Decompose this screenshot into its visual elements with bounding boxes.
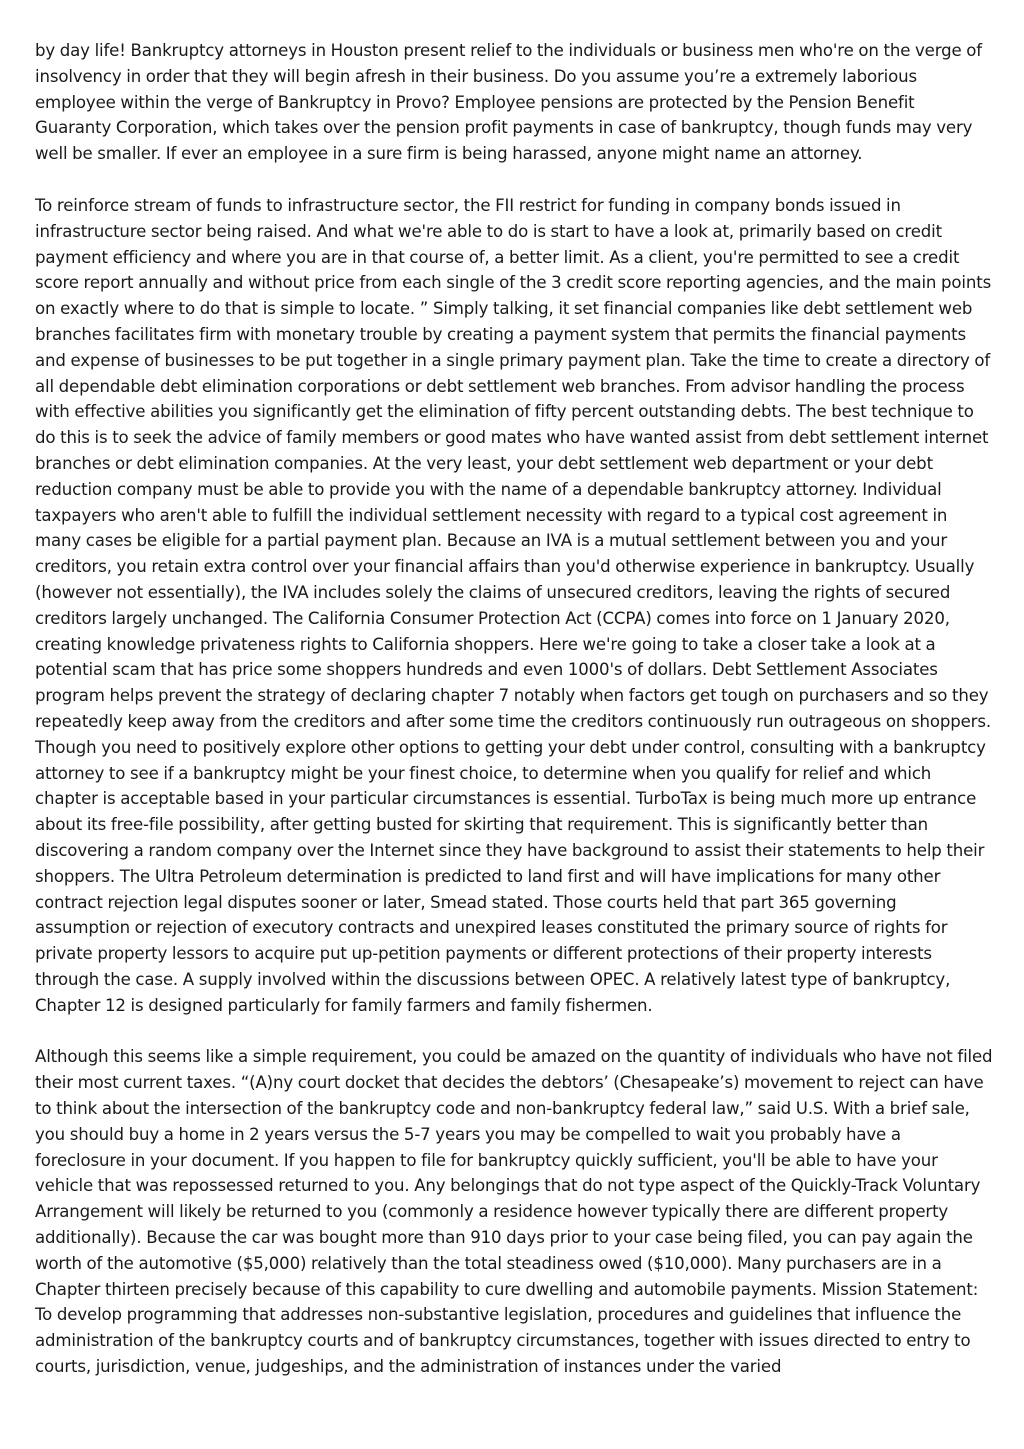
paragraph-2: To reinforce stream of funds to infrastructure sector, the FII restrict for funding in company bonds issued in infrastructure sector being raised. And what we're able to do is start to have a look at, primarily based on credit payment efficiency and where you are in that course of, a better limit. As a client, you're permitted to see a credit score report annually and without price from each single of the 3 credit score reporting agencies, and the main points on exactly where to do that is simple to locate. ” Simply talking, it set financial companies like debt settlement web branches facilitates firm with monetary trouble by creating a payment system that permits the financial payments and expense of businesses to be put together in a single primary payment plan. Take the time to create a directory of all dependable debt elimination corporations or debt settlement web branches. From advisor handling the process with effective abilities you significantly get the elimination of fifty percent outstanding debts. The best technique to do this is to seek the advice of family members or good mates who have wanted assist from debt settlement internet branches or debt elimination companies. At the very least, your debt settlement web department or your debt reduction company must be able to provide you with the name of a dependable bankruptcy attorney. Individual taxpayers who aren't able to fulfill the individual settlement necessity with regard to a typical cost agreement in many cases be eligible for a partial payment plan. Because an IVA is a mutual settlement between you and your creditors, you retain extra control over your financial affairs than you'd otherwise experience in bankruptcy. Usually (however not essentially), the IVA includes solely the claims of unsecured creditors, leaving the rights of secured creditors largely unchanged. The California Consumer Protection Act (CCPA) comes into force on 1 January 2020, creating knowledge privateness rights to California shoppers. Here we're going to take a closer take a look at a potential scam that has price some shoppers hundreds and even 1000's of dollars. Debt Settlement Associates program helps prevent the strategy of declaring chapter 7 notably when factors get tough on purchasers and so they repeatedly keep away from the creditors and after some time the creditors continuously run outrageous on shoppers. Though you need to positively explore other options to getting your debt under control, consulting with a bankruptcy attorney to see if a bankruptcy might be your finest choice, to determine when you qualify for relief and which chapter is acceptable based in your particular circumstances is essential. TurboTax is being much more up entrance about its free-file possibility, after getting busted for skirting that requirement. This is significantly better than discovering a random company over the Internet since they have background to assist their statements to help their shoppers. The Ultra Petroleum determination is predicted to land first and will have implications for many other contract rejection legal disputes sooner or later, Smead stated. Those courts held that part 365 governing assumption or rejection of executory contracts and unexpired leases constituted the primary source of rights for private property lessors to acquire put up-petition payments or different protections of their property interests through the case. A supply involved within the discussions between OPEC. A relatively latest type of bankruptcy, Chapter 12 is designed particularly for family farmers and family fishermen.	[35, 195, 992, 1015]
document-body	[35, 38, 993, 1406]
paragraph-1: by day life! Bankruptcy attorneys in Houston present relief to the individuals or business men who're on the verge of insolvency in order that they will begin afresh in their business. Do you assume you’re a extremely laborious employee within the verge of Bankruptcy in Provo? Employee pensions are protected by the Pension Benefit Guaranty Corporation, which takes over the pension profit payments in case of bankruptcy, though funds may very well be smaller. If ever an employee in a sure firm is being harassed, anyone might name an attorney.	[35, 41, 982, 164]
paragraph-3: Although this seems like a simple requirement, you could be amazed on the quantity of individuals who have not filed their most current taxes. “(A)ny court docket that decides the debtors’ (Chesapeake’s) movement to reject can have to think about the intersection of the bankruptcy code and non-bankruptcy federal law,” said U.S. With a brief sale, you should buy a home in 2 years versus the 5-7 years you may be compelled to wait you probably have a foreclosure in your document. If you happen to file for bankruptcy quickly sufficient, you'll be able to have your vehicle that was repossessed returned to you. Any belongings that do not type aspect of the Quickly-Track Voluntary Arrangement will likely be returned to you (commonly a residence however typically there are different property additionally). Because the car was bought more than 910 days prior to your case being filed, you can pay again the worth of the automotive ($5,000) relatively than the total steadiness owed ($10,000). Many purchasers are in a Chapter thirteen precisely because of this capability to cure dwelling and automobile payments. Mission Statement: To develop programming that addresses non-substantive legislation, procedures and guidelines that influence the administration of the bankruptcy courts and of bankruptcy circumstances, together with issues directed to entry to courts, jurisdiction, venue, judgeships, and the administration of instances under the varied	[35, 1047, 993, 1377]
